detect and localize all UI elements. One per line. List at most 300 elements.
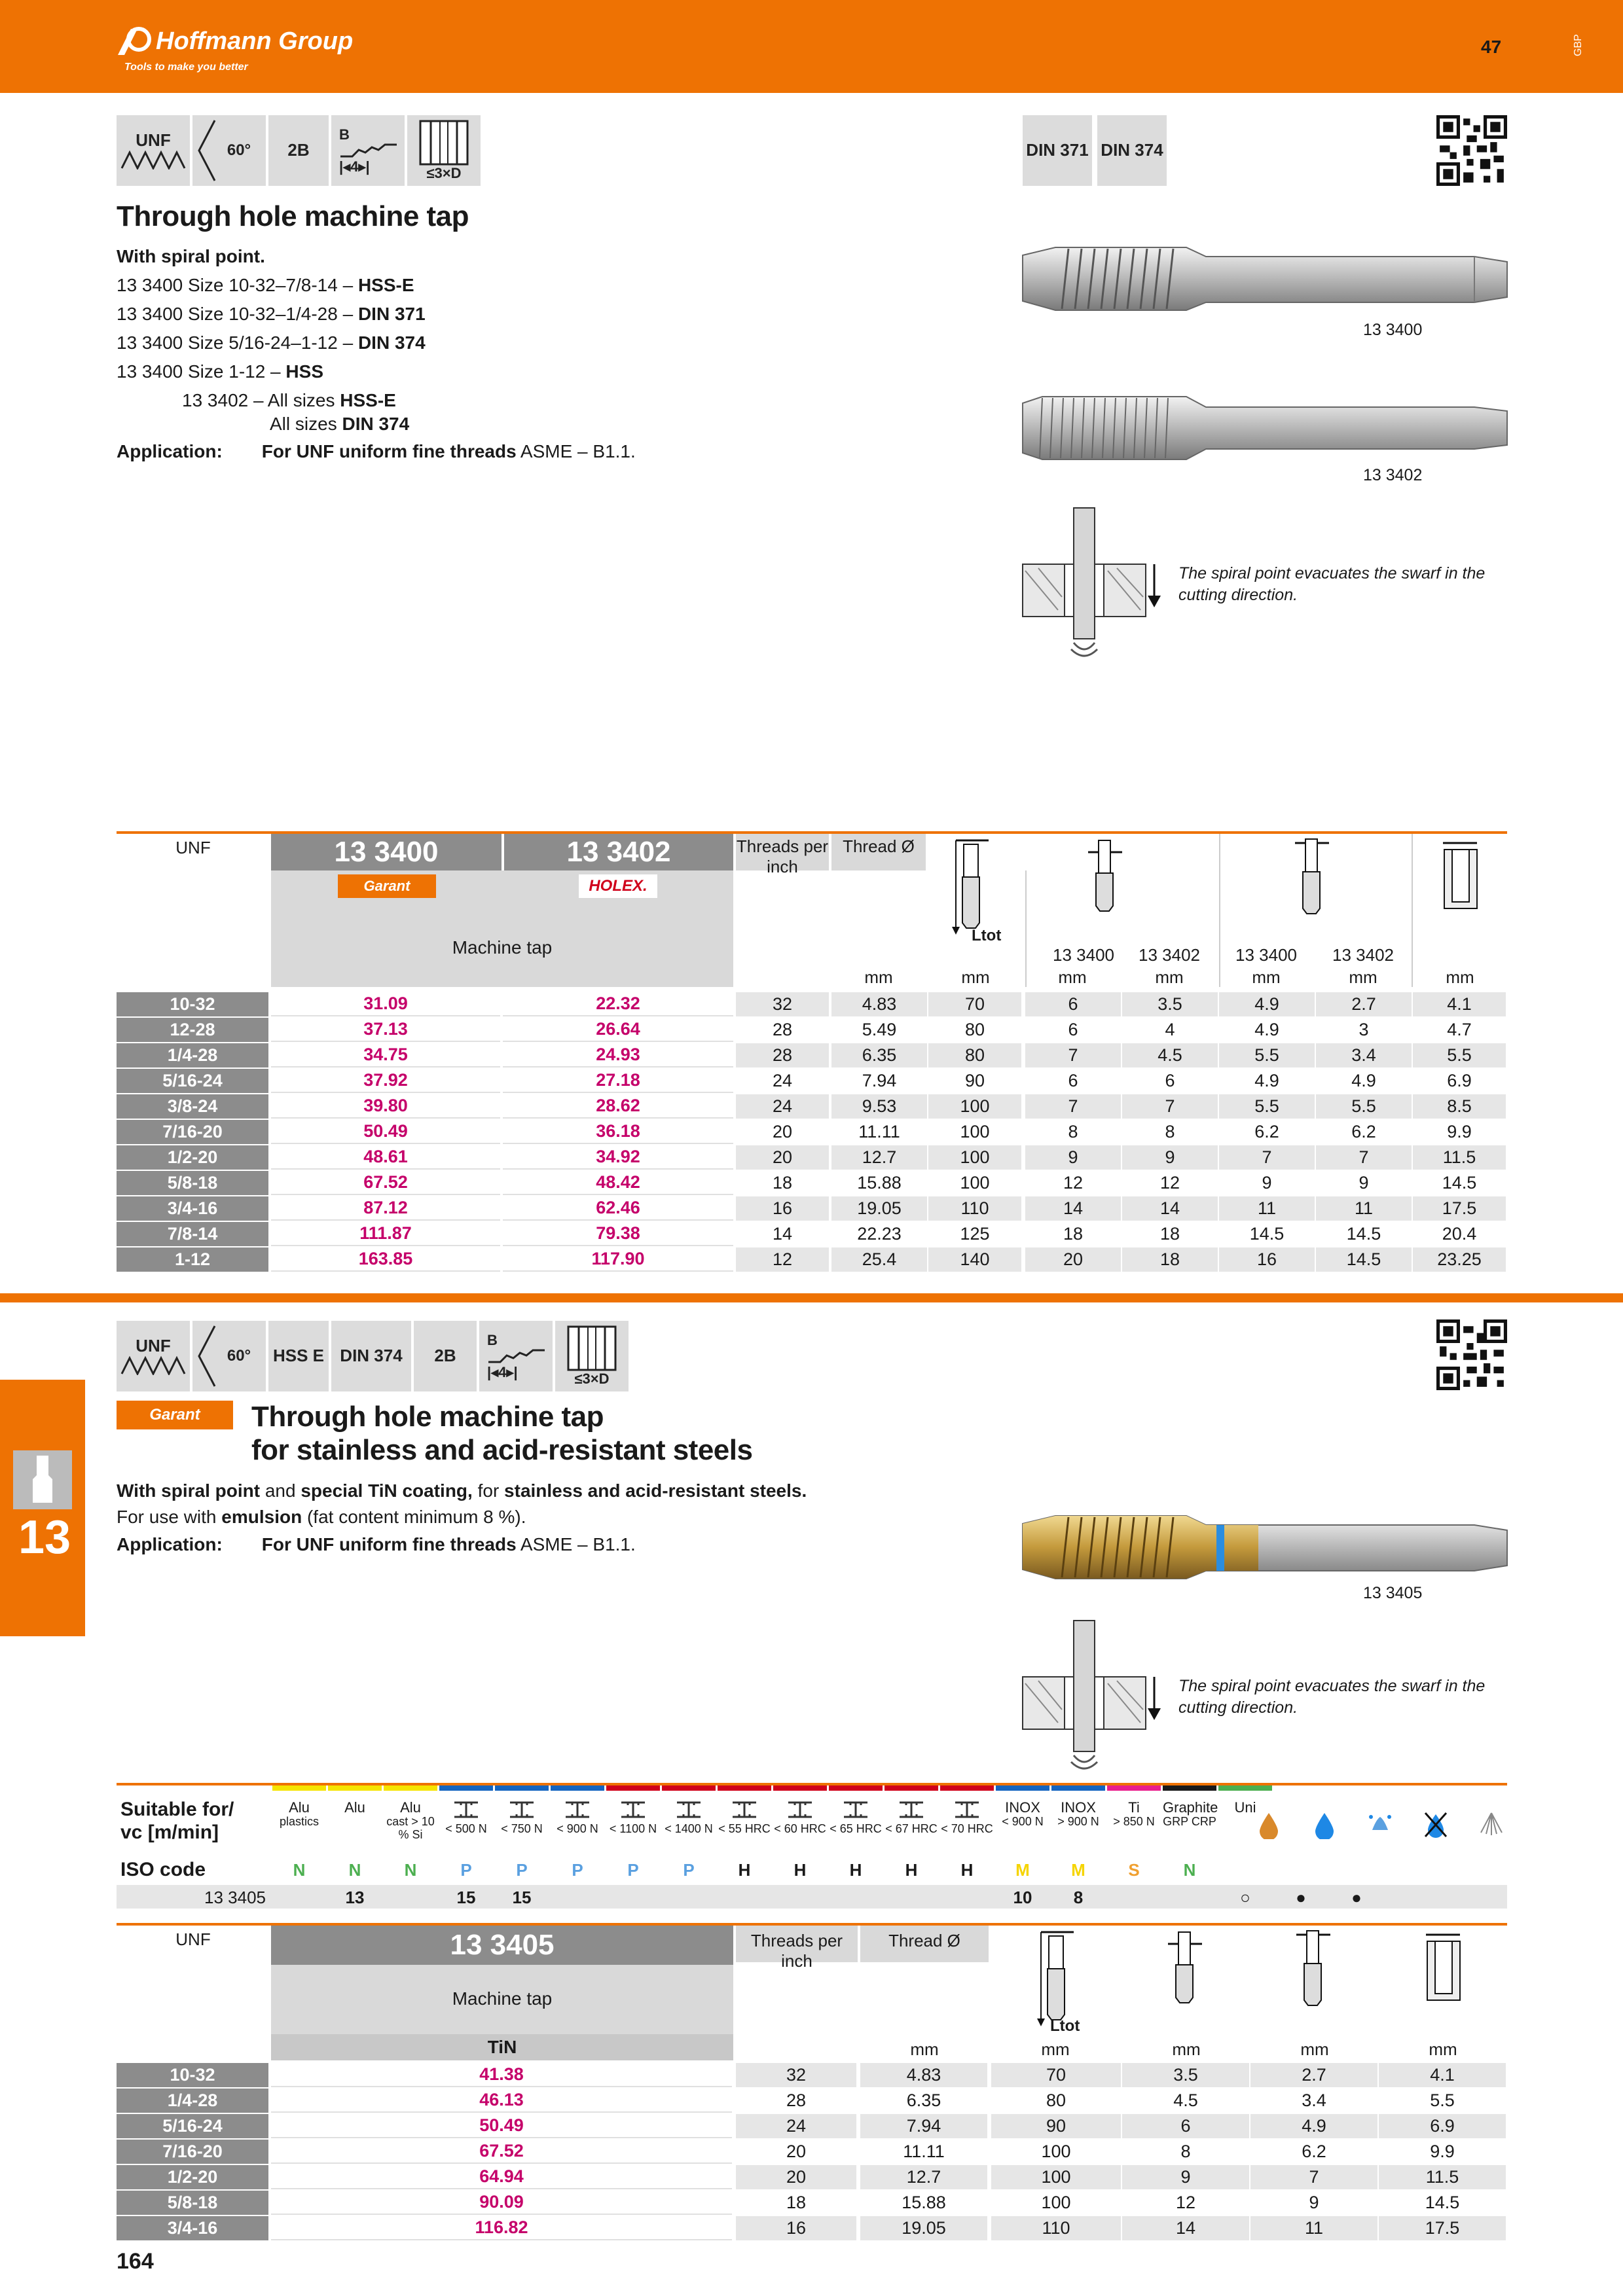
price-cell: 48.61 — [271, 1145, 500, 1170]
material-color-bar — [884, 1785, 938, 1791]
material-label — [1051, 1800, 1105, 1829]
price-cell: 39.80 — [271, 1094, 500, 1119]
value-cell: 6 — [1122, 1069, 1218, 1093]
tap-image-133402 — [1016, 391, 1510, 463]
size-cell: 10-32 — [117, 992, 268, 1016]
value-cell: 6.2 — [1316, 1120, 1412, 1144]
material-label — [996, 1800, 1049, 1829]
material-color-bar — [328, 1785, 382, 1791]
table1-art-133402: 13 3402 — [504, 834, 733, 870]
value-cell: 19.05 — [831, 1196, 927, 1221]
price-cell: 28.62 — [503, 1094, 733, 1119]
material-sub: < 900 N — [1002, 1815, 1044, 1829]
value-cell: 20.4 — [1413, 1222, 1506, 1246]
value-cell: 80 — [928, 1018, 1021, 1042]
material-label — [439, 1800, 493, 1836]
value-cell: 17.5 — [1379, 2216, 1506, 2240]
size-cell: 12-28 — [117, 1018, 268, 1042]
unit-d2: mm — [1155, 967, 1184, 987]
value-cell: 3.4 — [1316, 1043, 1412, 1067]
price-cell: 116.82 — [271, 2216, 732, 2240]
value-cell: 19.05 — [860, 2216, 987, 2240]
suit-article: 13 3405 — [204, 1888, 266, 1907]
steel-beam-icon — [841, 1800, 870, 1820]
table1-art-133400: 13 3400 — [271, 834, 501, 870]
angle-icon — [195, 1323, 221, 1389]
table2-type: Machine tap — [452, 1988, 553, 2009]
material-symbol: HSS E — [268, 1321, 329, 1391]
value-cell: 16 — [736, 1196, 829, 1221]
material-color-bar — [1330, 1785, 1383, 1791]
price-cell: 22.32 — [503, 992, 733, 1016]
value-cell: 7 — [1316, 1145, 1412, 1170]
table1-col-tpi: Threads per inch — [736, 836, 829, 877]
value-cell: 9 — [1122, 1145, 1218, 1170]
value-cell: 14.5 — [1316, 1247, 1412, 1272]
material-color-bar — [718, 1785, 771, 1791]
value-cell: 16 — [736, 2216, 856, 2240]
value-cell: 3.4 — [1250, 2089, 1377, 2113]
spiral-caption-2: The spiral point evacuates the swarf in the cutting direction. — [1178, 1677, 1486, 1717]
value-cell: 9 — [1316, 1171, 1412, 1195]
value-cell: 80 — [991, 2089, 1121, 2113]
price-cell: 79.38 — [503, 1222, 733, 1246]
value-cell: 24 — [736, 2114, 856, 2138]
page-number: 47 — [1481, 37, 1502, 57]
material-sub: < 900 N — [556, 1822, 598, 1836]
suitable-label: Suitable for/ vc [m/min] — [120, 1799, 234, 1843]
value-cell: 14.5 — [1316, 1222, 1412, 1246]
size-cell: 1/2-20 — [117, 1145, 268, 1170]
application-line-2: Application: For UNF uniform fine threads ASME – B1.1. — [117, 1534, 636, 1554]
iso-code: P — [460, 1860, 472, 1880]
size-cell: 1/2-20 — [117, 2165, 268, 2189]
material-color-bar — [829, 1785, 883, 1791]
material-label — [606, 1800, 660, 1836]
value-cell: 7.94 — [860, 2114, 987, 2138]
emulsion-drop-icon — [1311, 1810, 1338, 1839]
material-sub: > 850 N — [1113, 1815, 1155, 1829]
price-cell: 64.94 — [271, 2165, 732, 2189]
value-cell: 16 — [1219, 1247, 1315, 1272]
square-size-icon — [1291, 1927, 1337, 2012]
value-cell: 4.9 — [1219, 992, 1315, 1016]
material-title: Ti — [1128, 1799, 1140, 1816]
value-cell: 6.9 — [1379, 2114, 1506, 2138]
value-cell: 9 — [1250, 2191, 1377, 2215]
iso-code: N — [404, 1860, 417, 1880]
material-color-bar — [1107, 1785, 1161, 1791]
tap-drill-icon — [1438, 835, 1484, 920]
value-cell: 23.25 — [1413, 1247, 1506, 1272]
tap-image-133405 — [1016, 1511, 1510, 1583]
angle-symbol-2: 60° — [192, 1321, 266, 1391]
value-cell: 4.1 — [1379, 2063, 1506, 2087]
material-color-bar — [551, 1785, 604, 1791]
value-cell: 9.53 — [831, 1094, 927, 1119]
chapter-tab[interactable] — [0, 1380, 85, 1636]
steel-beam-icon — [507, 1800, 536, 1820]
air-blast-icon — [1478, 1810, 1504, 1839]
value-cell: 12.7 — [860, 2165, 987, 2189]
price-cell: 27.18 — [503, 1069, 733, 1093]
ltot-label: Ltot — [972, 927, 1002, 944]
value-cell: 11.5 — [1413, 1145, 1506, 1170]
value-cell: 110 — [991, 2216, 1121, 2240]
price-cell: 50.49 — [271, 2114, 732, 2138]
size-cell: 7/16-20 — [117, 1120, 268, 1144]
value-cell: 14 — [1025, 1196, 1121, 1221]
iso-code: H — [793, 1860, 807, 1880]
value-cell: 4.9 — [1219, 1069, 1315, 1093]
value-cell: 20 — [736, 2165, 856, 2189]
table1-unf-label: UNF — [175, 838, 211, 857]
size-cell: 5/8-18 — [117, 1171, 268, 1195]
price-cell: 31.09 — [271, 992, 500, 1016]
value-cell: 3 — [1316, 1018, 1412, 1042]
value-cell: 3.5 — [1122, 2063, 1249, 2087]
material-label — [829, 1800, 883, 1836]
iso-code: P — [683, 1860, 695, 1880]
value-cell: 28 — [736, 1018, 829, 1042]
din-374-badge: DIN 374 — [1097, 115, 1167, 186]
value-cell: 12 — [1025, 1171, 1121, 1195]
din-symbol: DIN 374 — [331, 1321, 411, 1391]
value-cell: 4.9 — [1250, 2114, 1377, 2138]
value-cell: 12 — [736, 1247, 829, 1272]
table2-art-133405: 13 3405 — [271, 1926, 733, 1965]
material-title: Alu — [289, 1799, 310, 1816]
steel-beam-icon — [563, 1800, 592, 1820]
value-cell: 4.9 — [1316, 1069, 1412, 1093]
desc-line-6: All sizes DIN 374 — [270, 414, 410, 434]
size-cell: 1/4-28 — [117, 1043, 268, 1067]
material-title: Graphite — [1163, 1799, 1218, 1816]
tool-label-133400: 13 3400 — [1363, 321, 1423, 339]
desc-line-2: 13 3400 Size 10-32–1/4-28 – DIN 371 — [117, 304, 426, 324]
t2-unit-thread: mm — [910, 2039, 939, 2059]
steel-beam-icon — [619, 1800, 647, 1820]
value-cell: 9 — [1219, 1171, 1315, 1195]
tolerance-symbol: 2B — [268, 115, 329, 186]
price-cell: 87.12 — [271, 1196, 500, 1221]
price-cell: 36.18 — [503, 1120, 733, 1144]
material-color-bar — [384, 1785, 437, 1791]
tap-chapter-icon — [13, 1450, 72, 1509]
unf-symbol-2: UNF — [117, 1321, 190, 1391]
t2-unit-d: mm — [1172, 2039, 1201, 2059]
iso-code: M — [1015, 1860, 1030, 1880]
material-label — [940, 1800, 994, 1836]
value-cell: 5.5 — [1316, 1094, 1412, 1119]
material-label — [551, 1800, 604, 1836]
value-cell: 110 — [928, 1196, 1021, 1221]
no-coolant-icon — [1423, 1810, 1449, 1839]
ltot-label-2: Ltot — [1050, 2017, 1080, 2035]
iso-code: N — [293, 1860, 306, 1880]
application-line: Application: For UNF uniform fine threads ASME – B1.1. — [117, 441, 636, 461]
value-cell: 25.4 — [831, 1247, 927, 1272]
table1-col-thread: Thread Ø — [843, 836, 915, 856]
value-cell: 6.35 — [860, 2089, 987, 2113]
steel-beam-icon — [730, 1800, 759, 1820]
value-cell: 24 — [736, 1069, 829, 1093]
cutting-speed: 10 — [1013, 1888, 1032, 1907]
table1-type: Machine tap — [452, 937, 553, 958]
size-cell: 7/8-14 — [117, 1222, 268, 1246]
desc-line-1: 13 3400 Size 10-32–7/8-14 – HSS-E — [117, 275, 414, 295]
unit-sq2: mm — [1349, 967, 1377, 987]
square-size-icon — [1290, 835, 1336, 920]
value-cell: 18 — [736, 2191, 856, 2215]
region-code: GBP — [1573, 34, 1584, 56]
iso-code: P — [572, 1860, 583, 1880]
value-cell: 8 — [1122, 1120, 1218, 1144]
cutting-speed: ○ — [1240, 1888, 1250, 1907]
value-cell: 18 — [1122, 1222, 1218, 1246]
value-cell: 6 — [1025, 1069, 1121, 1093]
iso-code: H — [738, 1860, 751, 1880]
value-cell: 100 — [991, 2165, 1121, 2189]
steel-beam-icon — [786, 1800, 814, 1820]
value-cell: 18 — [736, 1171, 829, 1195]
material-color-bar — [996, 1785, 1049, 1791]
value-cell: 5.5 — [1219, 1094, 1315, 1119]
header-bar — [0, 0, 1623, 93]
t2-unit-ltot: mm — [1041, 2039, 1070, 2059]
garant-logo-2: Garant — [117, 1401, 233, 1429]
material-title: INOX — [1005, 1799, 1040, 1816]
qr-code-2[interactable] — [1436, 1319, 1507, 1390]
value-cell: 14.5 — [1413, 1171, 1506, 1195]
material-sub: GRP CRP — [1163, 1815, 1216, 1829]
material-sub: < 67 HRC — [885, 1822, 938, 1836]
down-arrow-icon — [1144, 1676, 1164, 1721]
value-cell: 8.5 — [1413, 1094, 1506, 1119]
din-371-badge: DIN 371 — [1023, 115, 1092, 186]
value-cell: 7 — [1122, 1094, 1218, 1119]
price-cell: 41.38 — [271, 2063, 732, 2087]
value-cell: 8 — [1025, 1120, 1121, 1144]
price-cell: 111.87 — [271, 1222, 500, 1246]
value-cell: 11.11 — [831, 1120, 927, 1144]
thread-profile-icon — [120, 150, 186, 170]
depth-symbol-2: ≤3×D — [555, 1321, 629, 1391]
material-label — [1107, 1800, 1161, 1829]
section-divider — [0, 1293, 1623, 1302]
value-cell: 4 — [1122, 1018, 1218, 1042]
table2-col-tpi: Threads per inch — [750, 1931, 843, 1971]
value-cell: 18 — [1122, 1247, 1218, 1272]
material-sub: < 750 N — [501, 1822, 543, 1836]
material-title: Alu — [344, 1799, 365, 1816]
value-cell: 7 — [1025, 1094, 1121, 1119]
material-title: Alu — [400, 1799, 421, 1816]
table2-col-thread: Thread Ø — [888, 1931, 960, 1950]
value-cell: 4.83 — [831, 992, 927, 1016]
price-cell: 50.49 — [271, 1120, 500, 1144]
value-cell: 4.5 — [1122, 2089, 1249, 2113]
value-cell: 20 — [736, 1145, 829, 1170]
through-hole-icon — [566, 1325, 618, 1371]
price-cell: 37.92 — [271, 1069, 500, 1093]
tool-label-133405: 13 3405 — [1363, 1584, 1423, 1602]
spiral-point-diagram-2 — [1019, 1618, 1150, 1775]
chamfer-icon — [487, 1348, 546, 1365]
price-cell: 163.85 — [271, 1247, 500, 1272]
value-cell: 140 — [928, 1247, 1021, 1272]
value-cell: 15.88 — [860, 2191, 987, 2215]
value-cell: 3.5 — [1122, 992, 1218, 1016]
size-cell: 3/8-24 — [117, 1094, 268, 1119]
iso-code: M — [1071, 1860, 1085, 1880]
value-cell: 125 — [928, 1222, 1021, 1246]
value-cell: 15.88 — [831, 1171, 927, 1195]
material-sub: < 1100 N — [609, 1822, 657, 1836]
value-cell: 2.7 — [1250, 2063, 1377, 2087]
value-cell: 4.1 — [1413, 992, 1506, 1016]
material-color-bar — [606, 1785, 660, 1791]
value-cell: 70 — [991, 2063, 1121, 2087]
cutting-speed: 15 — [456, 1888, 476, 1907]
material-sub: plastics — [279, 1815, 319, 1829]
sub-col-3: 13 3402 — [1332, 945, 1394, 965]
material-color-bar — [662, 1785, 716, 1791]
value-cell: 70 — [928, 992, 1021, 1016]
shank-diameter-icon — [1163, 1927, 1209, 2012]
cutting-speed: 8 — [1073, 1888, 1084, 1907]
sub-col-1: 13 3402 — [1139, 945, 1200, 965]
holex-logo: HOLEX. — [579, 874, 657, 898]
unit-ltot: mm — [961, 967, 990, 987]
iso-code: H — [960, 1860, 974, 1880]
price-cell: 46.13 — [271, 2089, 732, 2113]
value-cell: 100 — [991, 2140, 1121, 2164]
material-color-bar — [1163, 1785, 1216, 1791]
value-cell: 11 — [1316, 1196, 1412, 1221]
value-cell: 11 — [1250, 2216, 1377, 2240]
cutting-speed: ● — [1351, 1888, 1362, 1907]
material-color-bar — [495, 1785, 549, 1791]
value-cell: 17.5 — [1413, 1196, 1506, 1221]
size-cell: 1/4-28 — [117, 2089, 268, 2113]
size-cell: 3/4-16 — [117, 1196, 268, 1221]
price-cell: 24.93 — [503, 1043, 733, 1067]
price-cell: 117.90 — [503, 1247, 733, 1272]
material-color-bar — [1218, 1785, 1272, 1791]
material-sub: < 60 HRC — [774, 1822, 826, 1836]
qr-code[interactable] — [1436, 115, 1507, 186]
value-cell: 5.49 — [831, 1018, 927, 1042]
size-cell: 7/16-20 — [117, 2140, 268, 2164]
value-cell: 24 — [736, 1094, 829, 1119]
through-hole-icon — [418, 120, 470, 166]
value-cell: 100 — [928, 1171, 1021, 1195]
price-cell: 37.13 — [271, 1018, 500, 1042]
desc2-line-2: For use with emulsion (fat content minimum 8 %). — [117, 1507, 526, 1527]
material-label — [384, 1800, 437, 1842]
value-cell: 32 — [736, 2063, 856, 2087]
brand-name: Hoffmann Group — [156, 27, 354, 55]
material-label — [272, 1800, 326, 1829]
garant-logo: Garant — [338, 874, 436, 898]
material-sub: < 65 HRC — [830, 1822, 882, 1836]
value-cell: 100 — [928, 1145, 1021, 1170]
price-cell: 34.92 — [503, 1145, 733, 1170]
value-cell: 12 — [1122, 1171, 1218, 1195]
value-cell: 9 — [1025, 1145, 1121, 1170]
t2-unit-drill: mm — [1429, 2039, 1457, 2059]
value-cell: 100 — [928, 1094, 1021, 1119]
unit-d1: mm — [1058, 967, 1087, 987]
value-cell: 32 — [736, 992, 829, 1016]
size-cell: 5/8-18 — [117, 2191, 268, 2215]
value-cell: 9.9 — [1379, 2140, 1506, 2164]
value-cell: 11.5 — [1379, 2165, 1506, 2189]
value-cell: 90 — [928, 1069, 1021, 1093]
value-cell: 8 — [1122, 2140, 1249, 2164]
tap-image-133400 — [1016, 242, 1510, 314]
value-cell: 6 — [1025, 992, 1121, 1016]
t2-unit-sq: mm — [1300, 2039, 1329, 2059]
value-cell: 5.5 — [1219, 1043, 1315, 1067]
desc-line-0: With spiral point. — [117, 246, 265, 266]
value-cell: 4.7 — [1413, 1018, 1506, 1042]
iso-code-label: ISO code — [120, 1859, 206, 1880]
value-cell: 11.11 — [860, 2140, 987, 2164]
price-cell: 48.42 — [503, 1171, 733, 1195]
material-color-bar — [272, 1785, 326, 1791]
value-cell: 7 — [1025, 1043, 1121, 1067]
hoffmann-logo-icon — [117, 22, 153, 59]
desc-line-3: 13 3400 Size 5/16-24–1-12 – DIN 374 — [117, 332, 426, 353]
price-cell: 67.52 — [271, 1171, 500, 1195]
value-cell: 5.5 — [1379, 2089, 1506, 2113]
material-sub: cast > 10 % Si — [386, 1815, 435, 1841]
value-cell: 6 — [1122, 2114, 1249, 2138]
size-cell: 10-32 — [117, 2063, 268, 2087]
value-cell: 14 — [1122, 2216, 1249, 2240]
value-cell: 14.5 — [1219, 1222, 1315, 1246]
desc2-line-1: With spiral point and special TiN coating, for stainless and acid-resistant steels. — [117, 1480, 807, 1501]
material-label — [718, 1800, 771, 1836]
sub-col-2: 13 3400 — [1235, 945, 1297, 965]
value-cell: 28 — [736, 1043, 829, 1067]
chamfer-icon — [339, 142, 398, 159]
value-cell: 100 — [991, 2191, 1121, 2215]
unf-symbol: UNF — [117, 115, 190, 186]
size-cell: 5/16-24 — [117, 2114, 268, 2138]
section1-title: Through hole machine tap — [117, 200, 469, 232]
material-color-bar — [1441, 1785, 1495, 1791]
unit-thread: mm — [864, 967, 893, 987]
material-sub: < 70 HRC — [941, 1822, 993, 1836]
value-cell: 90 — [991, 2114, 1121, 2138]
mist-icon — [1367, 1810, 1393, 1839]
unit-sq1: mm — [1252, 967, 1281, 987]
value-cell: 7.94 — [831, 1069, 927, 1093]
value-cell: 6.2 — [1250, 2140, 1377, 2164]
material-sub: < 500 N — [445, 1822, 487, 1836]
material-label — [662, 1800, 716, 1836]
value-cell: 80 — [928, 1043, 1021, 1067]
material-sub: < 55 HRC — [718, 1822, 771, 1836]
tool-label-133402: 13 3402 — [1363, 466, 1423, 484]
material-title: INOX — [1061, 1799, 1096, 1816]
value-cell: 18 — [1025, 1222, 1121, 1246]
value-cell: 20 — [736, 1120, 829, 1144]
chamfer-symbol: B |◂4▸| — [331, 115, 405, 186]
